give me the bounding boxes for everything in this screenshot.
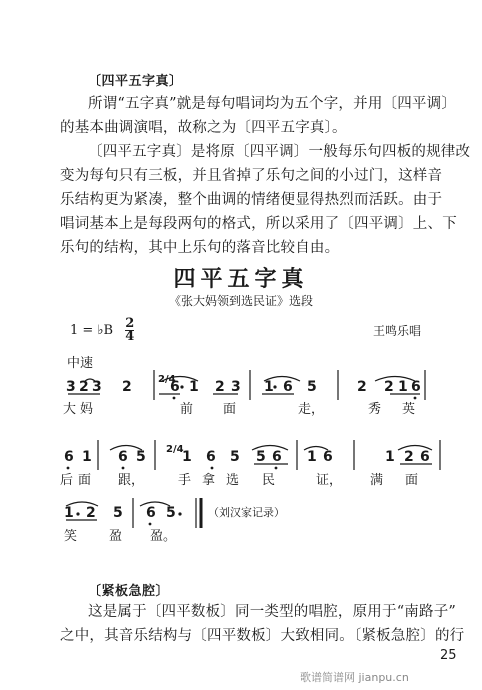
page-number: 25 [440, 648, 457, 663]
note: 6 [146, 505, 156, 521]
lyric: 妈 [80, 402, 94, 417]
note: 6 [420, 449, 430, 465]
paragraph-line: 的基本曲调演唱，故称之为〔四平五字真〕。 [60, 120, 347, 136]
meter-change: 2/4 [158, 374, 176, 385]
note: 1 [82, 449, 92, 465]
tempo-marking: 中速 [67, 356, 94, 371]
note: 6 [323, 449, 333, 465]
paragraph-line: 乐结构更为紧凑，整个曲调的情绪便显得热烈而活跃。由于 [60, 192, 443, 208]
lyric: 证， [316, 473, 343, 488]
note: 6 [170, 379, 180, 395]
row2-notes [64, 444, 430, 465]
lyric: 民 [262, 473, 276, 488]
note: 2 [215, 379, 225, 395]
note: 2 [357, 379, 367, 395]
lyric: 秀 [368, 402, 382, 417]
note: 1 [64, 505, 74, 521]
section-heading-sizi: 〔四平五字真〕 [88, 74, 183, 89]
paragraph-line: 〔四平五字真〕是将原〔四平调〕一般每乐句四板的规律改 [88, 144, 471, 160]
note: 2 [122, 379, 132, 395]
section-heading-jinban: 〔紧板急腔〕 [88, 584, 170, 599]
lyric: 选 [226, 473, 240, 488]
meter-change: 2/4 [166, 444, 184, 455]
lyric: 面 [78, 473, 92, 488]
lyric: 跟， [118, 473, 145, 488]
note: 6 [272, 449, 282, 465]
lyric: 满 [370, 473, 384, 488]
song-title: 四平五字真 [173, 266, 309, 292]
note: 1 [264, 379, 274, 395]
note: 5 [113, 505, 123, 521]
row3-lyrics [64, 529, 176, 544]
note: 5 [256, 449, 266, 465]
note: 5 [136, 449, 146, 465]
lyric: 拿 [202, 473, 216, 488]
song-subtitle: 《张大妈领到选民证》选段 [168, 294, 313, 308]
singer-credit: 王鸣乐唱 [373, 324, 422, 338]
note: 5 [166, 505, 176, 521]
paragraph-line: 唱词基本上是每段两句的格式，所以采用了〔四平调〕上、下 [60, 216, 457, 232]
note: 5 [307, 379, 317, 395]
note: 6 [283, 379, 293, 395]
note: 2 [384, 379, 394, 395]
note: 6 [64, 449, 74, 465]
paragraph-line: 这是属于〔四平数板〕同一类型的唱腔，原用于“南路子” [88, 604, 457, 620]
lyric: 走， [298, 402, 325, 417]
note: 2 [404, 449, 414, 465]
lyric: 盈 [109, 529, 123, 544]
lyric: 前 [180, 402, 194, 417]
paragraph-line: 乐句的结构，其中上乐句的落音比较自由。 [60, 240, 340, 256]
lyric: 英 [402, 402, 416, 417]
note: 1 [182, 449, 192, 465]
lyric: 大 [63, 402, 77, 417]
note: 1 [189, 379, 199, 395]
note: 2 [79, 379, 89, 395]
lyric: 手 [178, 473, 192, 488]
row1-notes [66, 374, 421, 395]
lyric: 面 [405, 473, 419, 488]
note: 5 [230, 449, 240, 465]
lyric: 面 [223, 402, 237, 417]
note: 1 [307, 449, 317, 465]
paragraph-line: 所谓“五字真”就是每句唱词均为五个字，并用〔四平调〕 [88, 96, 457, 112]
site-watermark: 歌谱简谱网 jianpu.cn [300, 671, 409, 684]
key-label: 1 = ♭B [70, 323, 114, 338]
note: 3 [231, 379, 241, 395]
lyric: 后 [60, 473, 74, 488]
note: 2 [86, 505, 96, 521]
transcriber-note: （刘汉家记录） [208, 506, 285, 519]
note: 6 [118, 449, 128, 465]
row3-notes [64, 505, 285, 521]
note: 3 [66, 379, 76, 395]
note: 3 [92, 379, 102, 395]
note: 1 [398, 379, 408, 395]
lyric: 盈。 [150, 529, 177, 544]
meter-top: 2 [125, 316, 135, 331]
note: 6 [206, 449, 216, 465]
note: 6 [411, 379, 421, 395]
note: 1 [385, 449, 395, 465]
row1-lyrics [63, 401, 415, 417]
paragraph-line: 之中，其音乐结构与〔四平数板〕大致相同。〔紧板急腔〕的行 [60, 628, 465, 644]
row2-lyrics [60, 472, 418, 488]
lyric: 笑 [64, 529, 78, 544]
meter-bottom: 4 [125, 329, 135, 344]
paragraph-line: 变为每句只有三板，并且省掉了乐句之间的小过门，这样音 [60, 168, 443, 184]
